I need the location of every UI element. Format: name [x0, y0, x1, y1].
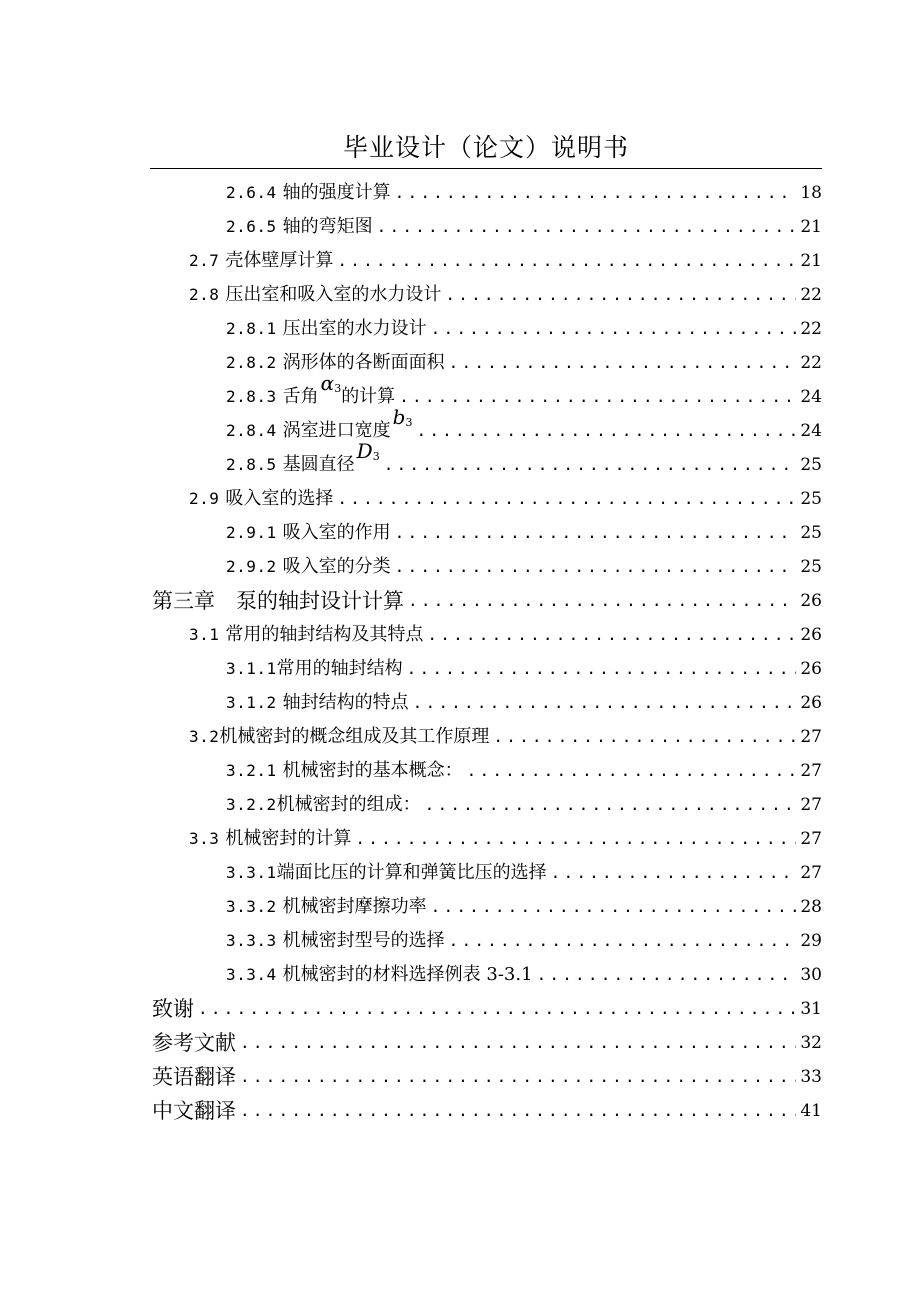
toc-page-number: 41: [800, 1101, 822, 1121]
toc-dot-leader: [355, 828, 796, 850]
toc-text: 致谢: [152, 997, 194, 1021]
toc-page-number: 26: [800, 625, 822, 645]
toc-label: [226, 896, 427, 918]
toc-label: [189, 624, 423, 646]
toc-label: [226, 318, 427, 340]
toc-page-number: 27: [800, 761, 822, 781]
toc-dot-leader: [445, 284, 796, 306]
toc-page-number: 21: [800, 251, 822, 271]
toc-number: 2.6.4: [226, 183, 277, 202]
toc-text: 吸入室的选择: [225, 488, 334, 509]
toc-row: [189, 480, 822, 510]
toc-label: [226, 556, 391, 578]
toc-page-number: 24: [800, 421, 822, 441]
toc-dot-leader: [377, 216, 796, 238]
toc-page-number: 25: [800, 455, 822, 475]
toc-text: 轴封结构的特点: [282, 692, 409, 713]
toc-label: [189, 488, 333, 510]
toc-page-number: 26: [800, 591, 822, 611]
toc-dot-leader: [395, 522, 796, 544]
toc-text: 舌角: [282, 386, 319, 407]
toc-number: 2.9.1: [226, 523, 277, 542]
toc-row: [226, 310, 822, 340]
toc-dot-leader: [198, 998, 796, 1020]
toc-dot-leader: [431, 318, 796, 340]
toc-number: 3.2: [189, 727, 220, 746]
toc-text: 端面比压的计算和弹簧比压的选择: [276, 862, 547, 883]
toc-row-chapter: [152, 1058, 822, 1088]
toc-dot-leader: [431, 896, 796, 918]
toc-text: 壳体壁厚计算: [225, 250, 334, 271]
toc-number: 3.2.1: [226, 761, 277, 780]
toc-page-number: 30: [800, 965, 822, 985]
toc-label: [152, 1066, 236, 1088]
toc-page-number: 27: [800, 863, 822, 883]
toc-page-number: 33: [800, 1067, 822, 1087]
toc-row: [226, 922, 822, 952]
toc-number: 3.3.4: [226, 965, 277, 984]
toc-row: [226, 956, 822, 986]
toc-dot-leader: [384, 454, 796, 476]
toc-text: 机械密封的计算: [225, 828, 352, 849]
toc-label: [226, 352, 445, 374]
toc-row: [189, 616, 822, 646]
toc-number: 3.3: [189, 829, 220, 848]
toc-number: 3.3.1: [226, 863, 277, 882]
toc-row: [226, 371, 822, 408]
toc-row: [226, 752, 822, 782]
toc-text: 中文翻译: [152, 1099, 236, 1123]
toc-dot-leader: [240, 1032, 796, 1054]
toc-number: 2.8: [189, 285, 220, 304]
toc-page-number: 29: [800, 931, 822, 951]
toc-row: [226, 786, 822, 816]
math-symbol-d: $D_3$: [356, 439, 380, 463]
toc-page-number: 25: [800, 489, 822, 509]
toc-dot-leader: [449, 352, 796, 374]
toc-text: 压出室和吸入室的水力设计: [225, 284, 442, 305]
toc-page-number: 27: [800, 795, 822, 815]
toc-label: [226, 522, 391, 544]
toc-row: [226, 405, 822, 442]
toc-number: 2.7: [189, 251, 220, 270]
toc-row: [226, 514, 822, 544]
math-symbol-alpha: $\alpha_3$: [320, 371, 342, 395]
toc-number: 2.9.2: [226, 557, 277, 576]
toc-dot-leader: [395, 182, 796, 204]
toc-row: [189, 276, 822, 306]
toc-label: [189, 726, 489, 748]
toc-row: [226, 548, 822, 578]
toc-page-number: 27: [800, 727, 822, 747]
toc-label: [189, 284, 441, 306]
toc-number: 3.1.1: [226, 659, 277, 678]
toc-label: [226, 964, 533, 986]
toc-dot-leader: [427, 624, 796, 646]
toc-label: [152, 590, 404, 612]
toc-text: 参考文献: [152, 1031, 236, 1055]
toc-number: 2.8.5: [226, 455, 277, 474]
toc-label: [226, 692, 409, 714]
toc-number: 2.8.2: [226, 353, 277, 372]
toc-dot-leader: [395, 556, 796, 578]
toc-text-after: 的计算: [341, 386, 396, 407]
toc-label: [152, 1100, 236, 1122]
toc-page-number: 24: [800, 387, 822, 407]
toc-page-number: 18: [800, 183, 822, 203]
toc-label: [226, 794, 421, 816]
toc-number: 2.8.1: [226, 319, 277, 338]
toc-row: [226, 854, 822, 884]
toc-dot-leader: [425, 794, 796, 816]
toc-number: 2.8.4: [226, 421, 277, 440]
toc-dot-leader: [416, 420, 796, 442]
toc-text: 吸入室的作用: [282, 522, 391, 543]
toc-page-number: 25: [800, 523, 822, 543]
toc-page-number: 21: [800, 217, 822, 237]
toc-page-number: 25: [800, 557, 822, 577]
toc-number: 3.3.2: [226, 897, 277, 916]
toc-label: [189, 828, 351, 850]
toc-label: [226, 405, 413, 442]
toc-label: [152, 998, 194, 1020]
toc-dot-leader: [551, 862, 796, 884]
toc-label: [189, 250, 333, 272]
toc-label: [226, 439, 380, 476]
toc-row: [226, 684, 822, 714]
toc-row: [226, 650, 822, 680]
toc-text: 压出室的水力设计: [282, 318, 427, 339]
toc-text: 第三章 泵的轴封设计计算: [152, 589, 404, 613]
toc-dot-leader: [537, 964, 796, 986]
toc-text: 机械密封的材料选择例表 3-3.1: [282, 964, 533, 985]
toc-page-number: 22: [800, 319, 822, 339]
toc-page-number: 26: [800, 693, 822, 713]
toc-text: 常用的轴封结构: [276, 658, 403, 679]
toc-dot-leader: [337, 488, 796, 510]
toc-label: [226, 862, 547, 884]
toc-row: [226, 344, 822, 374]
toc-text: 英语翻译: [152, 1065, 236, 1089]
toc-page-number: 31: [800, 999, 822, 1019]
toc-number: 2.8.3: [226, 387, 277, 406]
toc-row: [189, 242, 822, 272]
toc-number: 3.3.3: [226, 931, 277, 950]
toc-row-chapter: [152, 1024, 822, 1054]
toc-dot-leader: [467, 760, 796, 782]
toc-row-chapter: [152, 1092, 822, 1122]
toc-text: 机械密封的组成：: [276, 794, 421, 815]
toc-label: [226, 216, 373, 238]
toc-dot-leader: [413, 692, 796, 714]
toc-number: 2.9: [189, 489, 220, 508]
toc-text: 涡形体的各断面面积: [282, 352, 445, 373]
toc-dot-leader: [493, 726, 796, 748]
toc-text: 轴的弯矩图: [282, 216, 373, 237]
toc-row: [226, 208, 822, 238]
toc-number: 3.1: [189, 625, 220, 644]
toc-label: [152, 1032, 236, 1054]
toc-row: [189, 820, 822, 850]
toc-text: 基圆直径: [282, 454, 355, 475]
toc-text: 机械密封型号的选择: [282, 930, 445, 951]
toc-text: 机械密封摩擦功率: [282, 896, 427, 917]
toc-row: [226, 439, 822, 476]
toc-page-number: 27: [800, 829, 822, 849]
toc-row: [189, 718, 822, 748]
toc-number: 3.2.2: [226, 795, 277, 814]
toc-text: 常用的轴封结构及其特点: [225, 624, 424, 645]
toc-dot-leader: [399, 386, 796, 408]
toc-text: 轴的强度计算: [282, 182, 391, 203]
toc-page-number: 22: [800, 285, 822, 305]
toc-row: [226, 174, 822, 204]
toc-number: 2.6.5: [226, 217, 277, 236]
toc-text: 机械密封的基本概念：: [282, 760, 463, 781]
toc-label: [226, 658, 403, 680]
toc-label: [226, 930, 445, 952]
toc-dot-leader: [408, 590, 796, 612]
page-header-title: 毕业设计（论文）说明书: [150, 128, 822, 169]
toc-page-number: 26: [800, 659, 822, 679]
toc-page-number: 28: [800, 897, 822, 917]
toc-dot-leader: [240, 1100, 796, 1122]
toc-dot-leader: [407, 658, 796, 680]
toc-label: [226, 182, 391, 204]
toc-dot-leader: [337, 250, 796, 272]
toc-text: 涡室进口宽度: [282, 420, 391, 441]
toc-row-chapter: [152, 582, 822, 612]
toc-page-number: 22: [800, 353, 822, 373]
toc-row: [226, 888, 822, 918]
toc-dot-leader: [449, 930, 796, 952]
toc-dot-leader: [240, 1066, 796, 1088]
toc-label: [226, 760, 463, 782]
math-symbol-b: $b_3$: [392, 405, 413, 429]
toc-page-number: 32: [800, 1033, 822, 1053]
toc-text: 吸入室的分类: [282, 556, 391, 577]
toc-label: [226, 371, 396, 408]
toc-row-chapter: [152, 990, 822, 1020]
toc-text: 机械密封的概念组成及其工作原理: [219, 726, 490, 747]
toc-number: 3.1.2: [226, 693, 277, 712]
